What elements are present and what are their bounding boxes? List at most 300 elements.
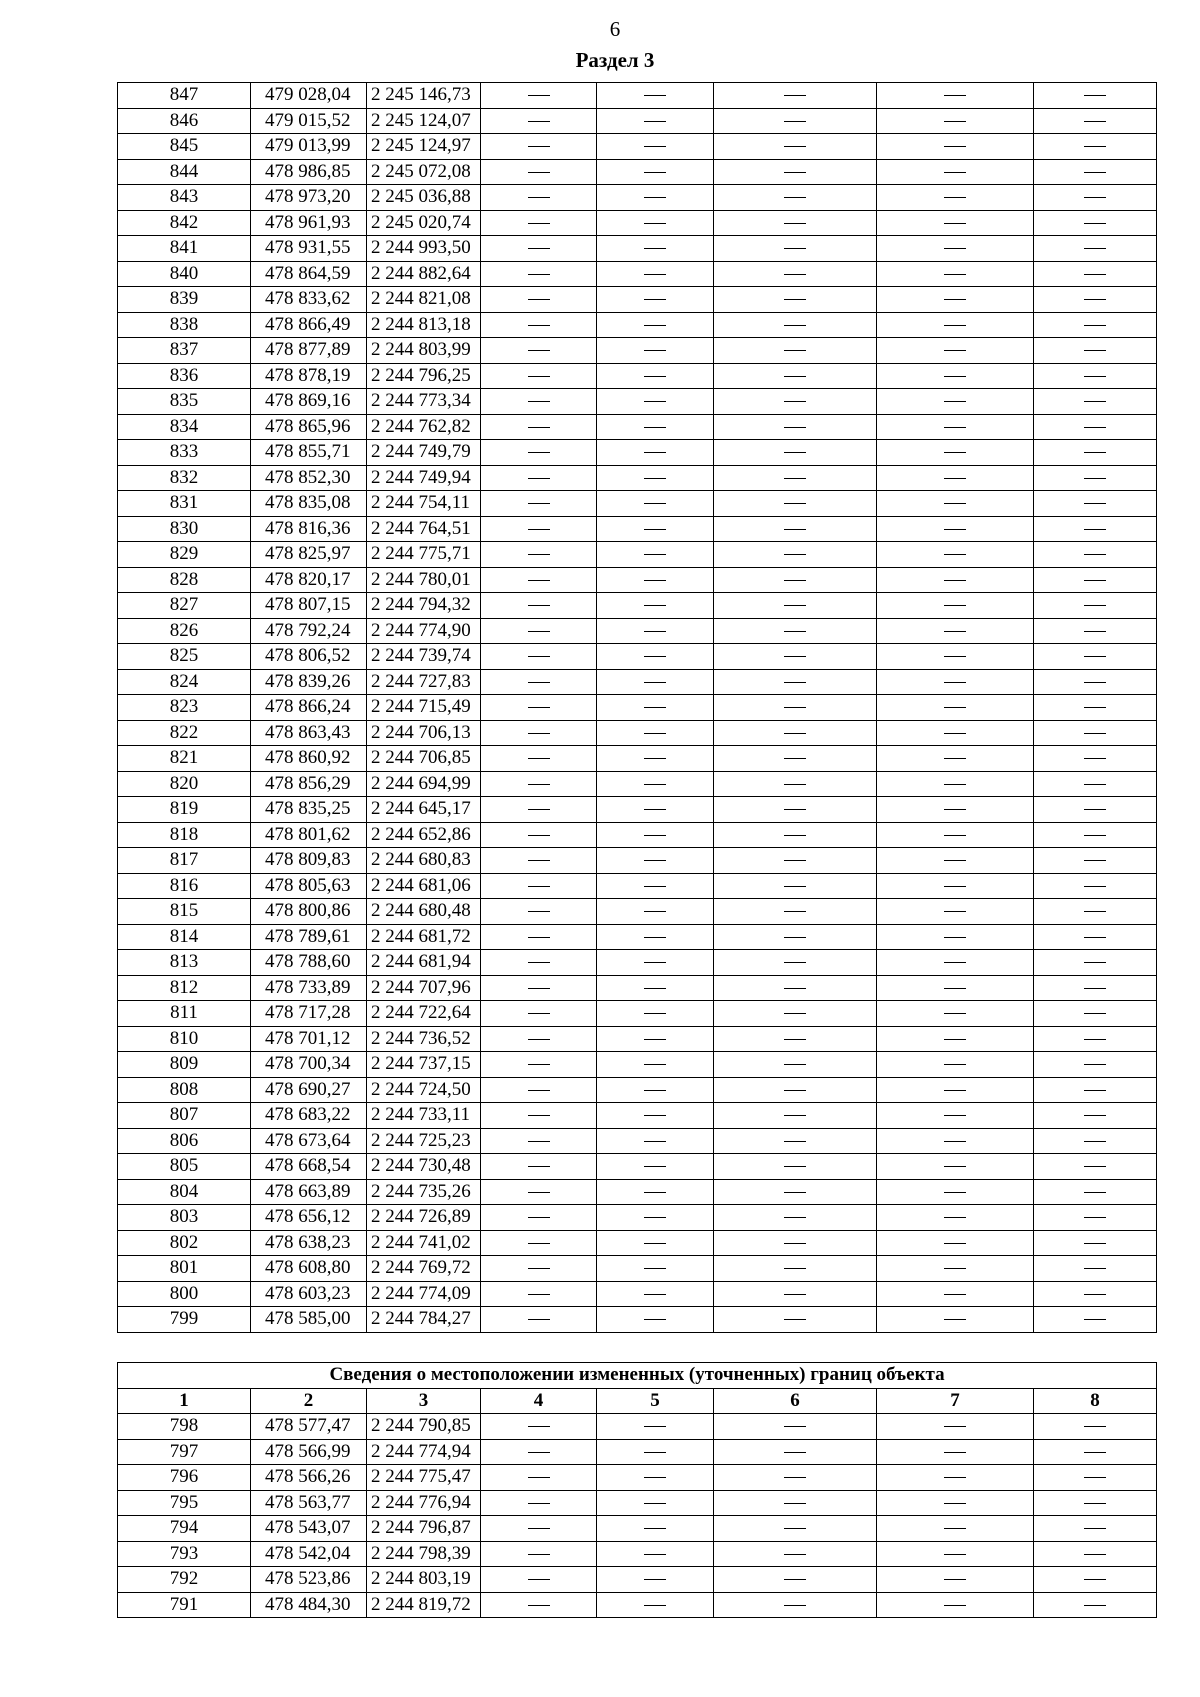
y-coordinate-cell: 2 244 730,48	[367, 1154, 481, 1180]
empty-value-cell	[1034, 210, 1157, 236]
dash-mark	[1084, 478, 1106, 479]
dash-mark	[644, 1452, 666, 1453]
y-coordinate-cell: 2 244 774,90	[367, 618, 481, 644]
empty-value-cell	[1034, 1230, 1157, 1256]
y-coordinate-cell: 2 245 124,07	[367, 108, 481, 134]
table-row	[118, 414, 1157, 440]
point-number-cell: 799	[118, 1307, 251, 1333]
x-coordinate-cell: 478 733,89	[251, 975, 367, 1001]
empty-value-cell	[481, 1077, 597, 1103]
dash-mark	[1084, 886, 1106, 887]
empty-value-cell	[481, 185, 597, 211]
table-row	[118, 618, 1157, 644]
dash-mark	[784, 809, 806, 810]
dash-mark	[784, 682, 806, 683]
table-row	[118, 1154, 1157, 1180]
empty-value-cell	[714, 822, 877, 848]
x-coordinate-cell: 478 683,22	[251, 1103, 367, 1129]
dash-mark	[784, 1579, 806, 1580]
empty-value-cell	[714, 83, 877, 109]
empty-value-cell	[877, 312, 1034, 338]
empty-value-cell	[597, 618, 714, 644]
empty-value-cell	[597, 134, 714, 160]
empty-value-cell	[877, 465, 1034, 491]
dash-mark	[528, 1319, 550, 1320]
dash-mark	[944, 223, 966, 224]
point-number-cell: 791	[118, 1592, 251, 1618]
empty-value-cell	[714, 159, 877, 185]
empty-value-cell	[1034, 669, 1157, 695]
dash-mark	[944, 656, 966, 657]
dash-mark	[644, 682, 666, 683]
empty-value-cell	[877, 363, 1034, 389]
empty-value-cell	[481, 1439, 597, 1465]
point-number-cell: 805	[118, 1154, 251, 1180]
table-row	[118, 1230, 1157, 1256]
dash-mark	[528, 962, 550, 963]
dash-mark	[944, 1554, 966, 1555]
dash-mark	[644, 1141, 666, 1142]
y-coordinate-cell: 2 244 680,83	[367, 848, 481, 874]
dash-mark	[644, 784, 666, 785]
column-header: 1	[118, 1388, 251, 1414]
dash-mark	[944, 554, 966, 555]
empty-value-cell	[597, 899, 714, 925]
dash-mark	[528, 1217, 550, 1218]
y-coordinate-cell: 2 244 796,25	[367, 363, 481, 389]
empty-value-cell	[877, 695, 1034, 721]
dash-mark	[784, 1013, 806, 1014]
dash-mark	[644, 1528, 666, 1529]
dash-mark	[528, 835, 550, 836]
empty-value-cell	[714, 771, 877, 797]
table-row	[118, 950, 1157, 976]
empty-value-cell	[1034, 873, 1157, 899]
empty-value-cell	[481, 1026, 597, 1052]
dash-mark	[644, 554, 666, 555]
dash-mark	[784, 784, 806, 785]
dash-mark	[784, 1268, 806, 1269]
point-number-cell: 823	[118, 695, 251, 721]
dash-mark	[1084, 937, 1106, 938]
dash-mark	[528, 274, 550, 275]
x-coordinate-cell: 478 585,00	[251, 1307, 367, 1333]
x-coordinate-cell: 478 690,27	[251, 1077, 367, 1103]
dash-mark	[644, 325, 666, 326]
dash-mark	[528, 401, 550, 402]
dash-mark	[944, 1268, 966, 1269]
point-number-cell: 835	[118, 389, 251, 415]
empty-value-cell	[1034, 822, 1157, 848]
point-number-cell: 798	[118, 1414, 251, 1440]
table-row	[118, 363, 1157, 389]
column-header: 2	[251, 1388, 367, 1414]
empty-value-cell	[1034, 83, 1157, 109]
y-coordinate-cell: 2 244 993,50	[367, 236, 481, 262]
y-coordinate-cell: 2 244 776,94	[367, 1490, 481, 1516]
point-number-cell: 810	[118, 1026, 251, 1052]
dash-mark	[1084, 197, 1106, 198]
dash-mark	[944, 809, 966, 810]
dash-mark	[644, 962, 666, 963]
dash-mark	[784, 146, 806, 147]
dash-mark	[944, 1243, 966, 1244]
empty-value-cell	[714, 644, 877, 670]
empty-value-cell	[714, 210, 877, 236]
dash-mark	[784, 605, 806, 606]
x-coordinate-cell: 478 701,12	[251, 1026, 367, 1052]
empty-value-cell	[597, 1439, 714, 1465]
dash-mark	[1084, 733, 1106, 734]
empty-value-cell	[877, 210, 1034, 236]
empty-value-cell	[597, 312, 714, 338]
dash-mark	[1084, 1503, 1106, 1504]
dash-mark	[644, 1064, 666, 1065]
empty-value-cell	[481, 210, 597, 236]
dash-mark	[1084, 580, 1106, 581]
empty-value-cell	[877, 567, 1034, 593]
table-row	[118, 797, 1157, 823]
column-header-row	[118, 1388, 1157, 1414]
dash-mark	[528, 95, 550, 96]
empty-value-cell	[481, 1154, 597, 1180]
table-row	[118, 210, 1157, 236]
point-number-cell: 836	[118, 363, 251, 389]
y-coordinate-cell: 2 244 707,96	[367, 975, 481, 1001]
empty-value-cell	[1034, 771, 1157, 797]
empty-value-cell	[597, 1230, 714, 1256]
x-coordinate-cell: 478 801,62	[251, 822, 367, 848]
dash-mark	[1084, 1039, 1106, 1040]
empty-value-cell	[481, 516, 597, 542]
dash-mark	[784, 656, 806, 657]
empty-value-cell	[877, 669, 1034, 695]
dash-mark	[784, 299, 806, 300]
dash-mark	[1084, 1166, 1106, 1167]
dash-mark	[944, 146, 966, 147]
column-header: 7	[877, 1388, 1034, 1414]
x-coordinate-cell: 478 860,92	[251, 746, 367, 772]
dash-mark	[784, 1243, 806, 1244]
dash-mark	[784, 427, 806, 428]
table-row	[118, 720, 1157, 746]
empty-value-cell	[877, 108, 1034, 134]
empty-value-cell	[714, 389, 877, 415]
dash-mark	[528, 911, 550, 912]
empty-value-cell	[714, 669, 877, 695]
x-coordinate-cell: 478 788,60	[251, 950, 367, 976]
empty-value-cell	[714, 567, 877, 593]
dash-mark	[944, 325, 966, 326]
x-coordinate-cell: 478 717,28	[251, 1001, 367, 1027]
dash-mark	[528, 172, 550, 173]
dash-mark	[644, 1217, 666, 1218]
empty-value-cell	[481, 1256, 597, 1282]
empty-value-cell	[877, 950, 1034, 976]
empty-value-cell	[714, 950, 877, 976]
table-row	[118, 899, 1157, 925]
point-number-cell: 809	[118, 1052, 251, 1078]
empty-value-cell	[877, 1307, 1034, 1333]
empty-value-cell	[877, 261, 1034, 287]
dash-mark	[528, 1141, 550, 1142]
x-coordinate-cell: 478 863,43	[251, 720, 367, 746]
empty-value-cell	[714, 1541, 877, 1567]
y-coordinate-cell: 2 244 775,47	[367, 1465, 481, 1491]
table-row	[118, 975, 1157, 1001]
y-coordinate-cell: 2 244 790,85	[367, 1414, 481, 1440]
dash-mark	[644, 656, 666, 657]
empty-value-cell	[877, 1230, 1034, 1256]
empty-value-cell	[714, 185, 877, 211]
dash-mark	[944, 707, 966, 708]
dash-mark	[944, 860, 966, 861]
dash-mark	[528, 988, 550, 989]
empty-value-cell	[481, 261, 597, 287]
empty-value-cell	[597, 924, 714, 950]
empty-value-cell	[714, 924, 877, 950]
empty-value-cell	[714, 1103, 877, 1129]
empty-value-cell	[1034, 1516, 1157, 1542]
dash-mark	[944, 962, 966, 963]
dash-mark	[1084, 758, 1106, 759]
y-coordinate-cell: 2 244 737,15	[367, 1052, 481, 1078]
table-row	[118, 159, 1157, 185]
dash-mark	[1084, 1217, 1106, 1218]
x-coordinate-cell: 479 028,04	[251, 83, 367, 109]
dash-mark	[644, 809, 666, 810]
dash-mark	[644, 1166, 666, 1167]
point-number-cell: 845	[118, 134, 251, 160]
dash-mark	[644, 95, 666, 96]
empty-value-cell	[877, 746, 1034, 772]
table-row	[118, 1439, 1157, 1465]
table-row	[118, 1052, 1157, 1078]
dash-mark	[1084, 1554, 1106, 1555]
section-title: Раздел 3	[575, 48, 655, 72]
dash-mark	[944, 605, 966, 606]
empty-value-cell	[877, 1281, 1034, 1307]
empty-value-cell	[481, 1052, 597, 1078]
empty-value-cell	[597, 1026, 714, 1052]
empty-value-cell	[714, 1205, 877, 1231]
x-coordinate-cell: 478 543,07	[251, 1516, 367, 1542]
x-coordinate-cell: 478 878,19	[251, 363, 367, 389]
dash-mark	[1084, 350, 1106, 351]
dash-mark	[1084, 988, 1106, 989]
column-header: 4	[481, 1388, 597, 1414]
dash-mark	[644, 860, 666, 861]
dash-mark	[944, 1141, 966, 1142]
empty-value-cell	[481, 363, 597, 389]
x-coordinate-cell: 478 866,24	[251, 695, 367, 721]
empty-value-cell	[481, 1205, 597, 1231]
dash-mark	[644, 1579, 666, 1580]
empty-value-cell	[597, 950, 714, 976]
table-row	[118, 695, 1157, 721]
dash-mark	[1084, 248, 1106, 249]
point-number-cell: 822	[118, 720, 251, 746]
empty-value-cell	[877, 1179, 1034, 1205]
empty-value-cell	[597, 822, 714, 848]
empty-value-cell	[714, 618, 877, 644]
empty-value-cell	[597, 516, 714, 542]
point-number-cell: 794	[118, 1516, 251, 1542]
empty-value-cell	[481, 950, 597, 976]
empty-value-cell	[1034, 1592, 1157, 1618]
table-row	[118, 542, 1157, 568]
empty-value-cell	[481, 797, 597, 823]
empty-value-cell	[714, 491, 877, 517]
empty-value-cell	[714, 1414, 877, 1440]
point-number-cell: 803	[118, 1205, 251, 1231]
x-coordinate-cell: 478 638,23	[251, 1230, 367, 1256]
x-coordinate-cell: 478 816,36	[251, 516, 367, 542]
dash-mark	[784, 350, 806, 351]
x-coordinate-cell: 478 523,86	[251, 1567, 367, 1593]
dash-mark	[528, 350, 550, 351]
empty-value-cell	[597, 389, 714, 415]
dash-mark	[528, 554, 550, 555]
dash-mark	[1084, 503, 1106, 504]
empty-value-cell	[877, 1103, 1034, 1129]
empty-value-cell	[714, 720, 877, 746]
empty-value-cell	[481, 720, 597, 746]
table-row	[118, 1205, 1157, 1231]
table-row	[118, 1179, 1157, 1205]
dash-mark	[784, 197, 806, 198]
empty-value-cell	[481, 108, 597, 134]
dash-mark	[528, 1268, 550, 1269]
dash-mark	[784, 1528, 806, 1529]
table-row	[118, 465, 1157, 491]
empty-value-cell	[597, 669, 714, 695]
dash-mark	[528, 809, 550, 810]
dash-mark	[784, 503, 806, 504]
empty-value-cell	[481, 1001, 597, 1027]
table-row	[118, 516, 1157, 542]
empty-value-cell	[481, 491, 597, 517]
dash-mark	[1084, 631, 1106, 632]
empty-value-cell	[1034, 567, 1157, 593]
table-row	[118, 1026, 1157, 1052]
point-number-cell: 800	[118, 1281, 251, 1307]
dash-mark	[784, 962, 806, 963]
x-coordinate-cell: 478 805,63	[251, 873, 367, 899]
dash-mark	[644, 427, 666, 428]
empty-value-cell	[877, 1256, 1034, 1282]
dash-mark	[528, 1090, 550, 1091]
empty-value-cell	[877, 771, 1034, 797]
dash-mark	[784, 1503, 806, 1504]
dash-mark	[944, 274, 966, 275]
dash-mark	[528, 707, 550, 708]
empty-value-cell	[714, 1128, 877, 1154]
empty-value-cell	[597, 83, 714, 109]
dash-mark	[784, 248, 806, 249]
y-coordinate-cell: 2 244 724,50	[367, 1077, 481, 1103]
empty-value-cell	[597, 338, 714, 364]
table-row	[118, 261, 1157, 287]
empty-value-cell	[877, 1439, 1034, 1465]
y-coordinate-cell: 2 244 754,11	[367, 491, 481, 517]
empty-value-cell	[877, 1154, 1034, 1180]
page-number: 6	[609, 17, 621, 41]
empty-value-cell	[481, 312, 597, 338]
y-coordinate-cell: 2 245 020,74	[367, 210, 481, 236]
empty-value-cell	[714, 593, 877, 619]
point-number-cell: 846	[118, 108, 251, 134]
point-number-cell: 840	[118, 261, 251, 287]
dash-mark	[644, 1503, 666, 1504]
x-coordinate-cell: 478 656,12	[251, 1205, 367, 1231]
table-row	[118, 1541, 1157, 1567]
empty-value-cell	[1034, 542, 1157, 568]
dash-mark	[1084, 860, 1106, 861]
empty-value-cell	[877, 822, 1034, 848]
empty-value-cell	[1034, 1128, 1157, 1154]
dash-mark	[784, 325, 806, 326]
dash-mark	[944, 172, 966, 173]
x-coordinate-cell: 478 700,34	[251, 1052, 367, 1078]
point-number-cell: 804	[118, 1179, 251, 1205]
dash-mark	[1084, 95, 1106, 96]
table-row	[118, 1567, 1157, 1593]
y-coordinate-cell: 2 244 706,85	[367, 746, 481, 772]
point-number-cell: 801	[118, 1256, 251, 1282]
empty-value-cell	[597, 414, 714, 440]
point-number-cell: 811	[118, 1001, 251, 1027]
dash-mark	[1084, 1064, 1106, 1065]
point-number-cell: 806	[118, 1128, 251, 1154]
table-row	[118, 644, 1157, 670]
empty-value-cell	[714, 1179, 877, 1205]
empty-value-cell	[597, 542, 714, 568]
empty-value-cell	[714, 1026, 877, 1052]
empty-value-cell	[714, 1154, 877, 1180]
empty-value-cell	[877, 491, 1034, 517]
table-row	[118, 1001, 1157, 1027]
empty-value-cell	[877, 873, 1034, 899]
empty-value-cell	[481, 1414, 597, 1440]
empty-value-cell	[597, 644, 714, 670]
empty-value-cell	[481, 771, 597, 797]
table-row	[118, 1281, 1157, 1307]
empty-value-cell	[597, 567, 714, 593]
x-coordinate-cell: 478 577,47	[251, 1414, 367, 1440]
dash-mark	[784, 911, 806, 912]
dash-mark	[528, 733, 550, 734]
empty-value-cell	[1034, 1414, 1157, 1440]
empty-value-cell	[1034, 975, 1157, 1001]
dash-mark	[1084, 707, 1106, 708]
empty-value-cell	[877, 134, 1034, 160]
dash-mark	[784, 1477, 806, 1478]
table-row	[118, 848, 1157, 874]
y-coordinate-cell: 2 244 735,26	[367, 1179, 481, 1205]
dash-mark	[784, 1192, 806, 1193]
dash-mark	[528, 784, 550, 785]
column-header: 6	[714, 1388, 877, 1414]
x-coordinate-cell: 478 855,71	[251, 440, 367, 466]
table-row	[118, 1490, 1157, 1516]
empty-value-cell	[877, 1077, 1034, 1103]
dash-mark	[944, 350, 966, 351]
empty-value-cell	[1034, 1256, 1157, 1282]
dash-mark	[528, 656, 550, 657]
dash-mark	[528, 376, 550, 377]
x-coordinate-cell: 478 833,62	[251, 287, 367, 313]
